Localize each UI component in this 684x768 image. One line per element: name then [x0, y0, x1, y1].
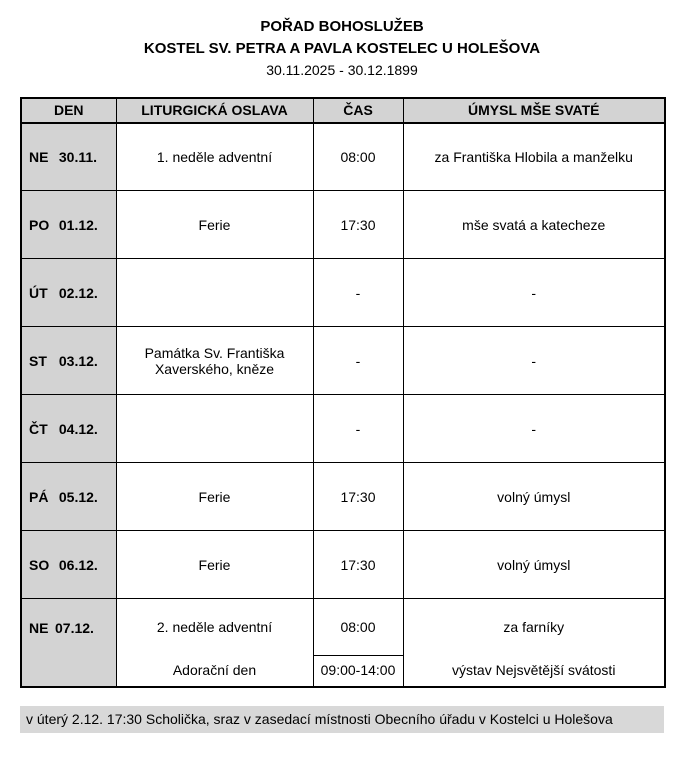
- day-abbrev: ÚT: [29, 284, 48, 301]
- intention-line1: za farníky: [503, 619, 565, 635]
- document-header: [20, 16, 664, 81]
- time-cell: 17:30: [313, 463, 403, 531]
- intention-cell: mše svatá a katecheze: [403, 191, 665, 259]
- table-row: [21, 395, 665, 463]
- page-title: POŘAD BOHOSLUŽEB: [260, 18, 424, 35]
- celebration-cell: Ferie: [116, 531, 313, 599]
- day-date: 05.12.: [58, 488, 98, 505]
- table-row: [21, 327, 665, 395]
- celebration-cell: [116, 259, 313, 327]
- intention-cell: -: [403, 259, 665, 327]
- table-row: [21, 599, 665, 687]
- table-row: [21, 531, 665, 599]
- page-subtitle: KOSTEL SV. PETRA A PAVLA KOSTELEC U HOLEŠOVA: [143, 39, 541, 57]
- time-cell: 17:30: [313, 191, 403, 259]
- intention-line2: výstav Nejsvětější svátosti: [452, 661, 616, 678]
- day-cell: [21, 259, 116, 327]
- column-header-oslava: LITURGICKÁ OSLAVA: [116, 98, 313, 123]
- day-abbrev: SO: [29, 556, 50, 573]
- time-line2: 09:00-14:00: [314, 655, 403, 684]
- day-date: 03.12.: [58, 352, 98, 369]
- time-line1: 08:00: [340, 619, 376, 635]
- day-abbrev: PO: [29, 216, 50, 233]
- table-row: [21, 259, 665, 327]
- schedule-table: [20, 97, 666, 688]
- day-abbrev: NE: [29, 620, 49, 636]
- table-row: [21, 191, 665, 259]
- day-date: 02.12.: [58, 284, 98, 301]
- time-cell: -: [313, 395, 403, 463]
- day-cell-inner: [22, 600, 115, 656]
- day-cell: [21, 463, 116, 531]
- day-cell: [21, 531, 116, 599]
- table-header-row: [21, 98, 665, 123]
- intention-cell: -: [403, 395, 665, 463]
- celebration-cell: 1. neděle adventní: [116, 123, 313, 191]
- day-cell: [21, 327, 116, 395]
- time-cell: 17:30: [313, 531, 403, 599]
- intention-cell: za Františka Hlobila a manželku: [403, 123, 665, 191]
- celebration-line2: Adorační den: [172, 661, 257, 678]
- day-date: 01.12.: [58, 216, 98, 233]
- day-date: 30.11.: [58, 148, 98, 165]
- day-date: 07.12.: [55, 620, 94, 636]
- intention-cell: -: [403, 327, 665, 395]
- day-date: 04.12.: [58, 420, 98, 437]
- column-header-cas: ČAS: [313, 98, 403, 123]
- intention-cell: [403, 599, 665, 687]
- celebration-cell: [116, 599, 313, 687]
- time-cell: -: [313, 259, 403, 327]
- day-date: 06.12.: [58, 556, 98, 573]
- celebration-cell: [116, 395, 313, 463]
- celebration-cell: Památka Sv. Františka Xaverského, kněze: [116, 327, 313, 395]
- day-cell: [21, 599, 116, 687]
- day-abbrev: ČT: [29, 420, 48, 437]
- day-abbrev: PÁ: [29, 488, 49, 505]
- time-cell: 08:00: [313, 123, 403, 191]
- day-abbrev: ST: [29, 352, 47, 369]
- day-cell: [21, 191, 116, 259]
- time-cell: [313, 599, 403, 687]
- day-cell: [21, 123, 116, 191]
- celebration-cell: Ferie: [116, 463, 313, 531]
- celebration-line1: 2. neděle adventní: [156, 619, 273, 635]
- time-cell: -: [313, 327, 403, 395]
- table-row: [21, 463, 665, 531]
- intention-cell: volný úmysl: [403, 463, 665, 531]
- day-cell: [21, 395, 116, 463]
- celebration-cell: Ferie: [116, 191, 313, 259]
- column-header-umysl: ÚMYSL MŠE SVATÉ: [403, 98, 665, 123]
- table-row: [21, 123, 665, 191]
- day-abbrev: NE: [29, 148, 49, 165]
- footer-note: v úterý 2.12. 17:30 Scholička, sraz v zasedací místnosti Obecního úřadu v Kostelci u Holešova: [20, 706, 664, 734]
- column-header-den: DEN: [21, 98, 116, 123]
- date-range: 30.11.2025 - 30.12.1899: [266, 61, 418, 78]
- intention-cell: volný úmysl: [403, 531, 665, 599]
